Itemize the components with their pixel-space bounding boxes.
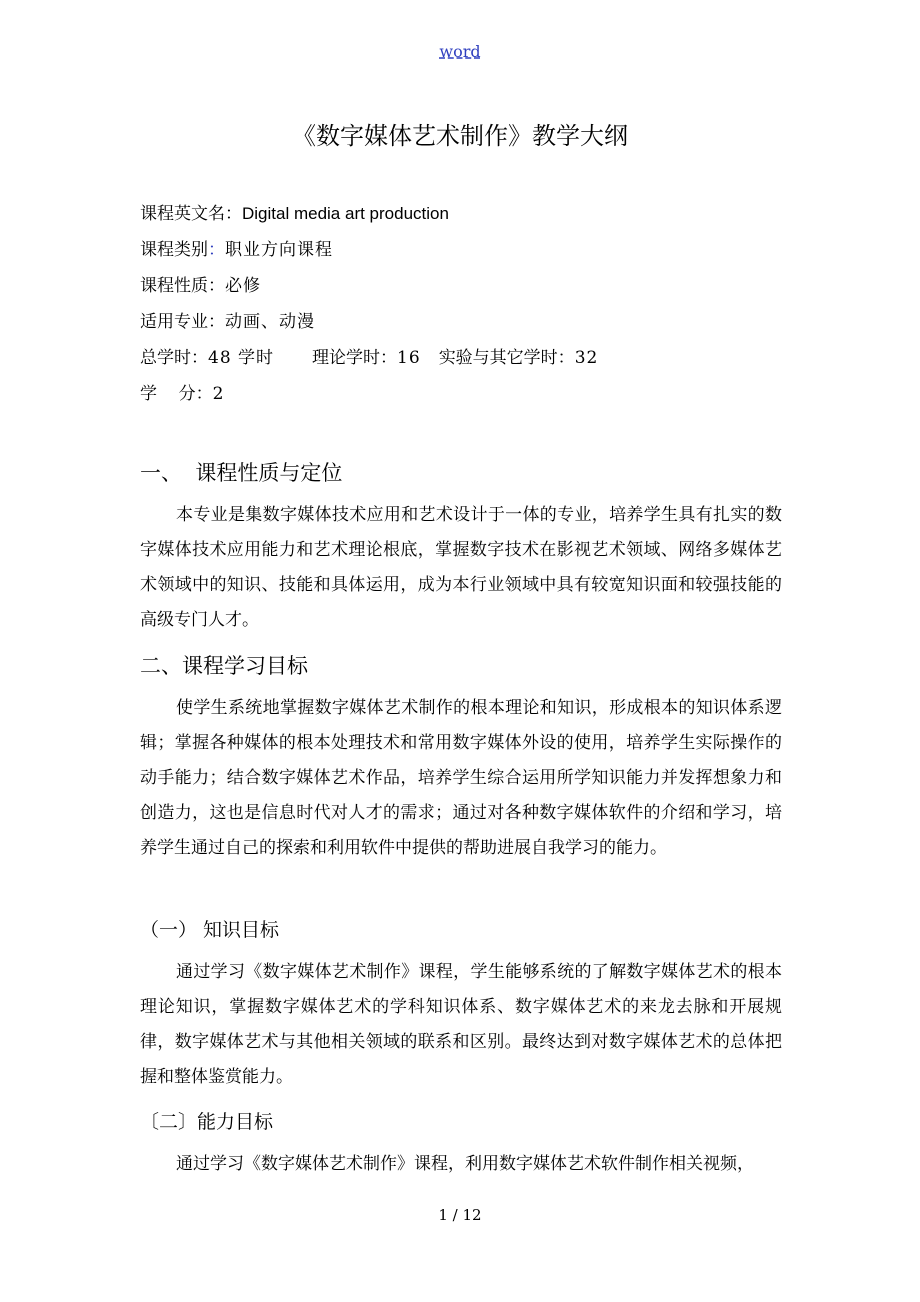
meta-hours — [140, 346, 598, 370]
section-2a-heading: （一） 知识目标 — [140, 919, 280, 941]
section-1-heading: 一、 课程性质与定位 — [140, 461, 343, 485]
meta-majors — [140, 310, 315, 334]
credits-value: 2 — [212, 384, 225, 404]
meta-nature — [140, 274, 261, 298]
majors-label: 适用专业： — [140, 312, 225, 332]
page-number: 1 / 12 — [438, 1206, 482, 1224]
section-1-paragraph: 本专业是集数字媒体技术应用和艺术设计于一体的专业，培养学生具有扎实的数字媒体技术应用能力和艺术理论根底，掌握数字技术在影视艺术领域、网络多媒体艺术领域中的知识、技能和具体运用，成为本行业领域中具有较宽知识面和较强技能的高级专门人才。 — [140, 505, 782, 630]
nature-value: 必修 — [225, 276, 261, 296]
section-2a-paragraph: 通过学习《数字媒体艺术制作》课程，学生能够系统的了解数字媒体艺术的根本理论知识，掌握数字媒体艺术的学科知识体系、数字媒体艺术的来龙去脉和开展规律，数字媒体艺术与其他相关领域的联系和区别。最终达到对数字媒体艺术的总体把握和整体鉴赏能力。 — [140, 962, 782, 1087]
meta-english-name — [140, 202, 449, 226]
english-name-value: Digital media art production — [242, 204, 449, 223]
meta-category — [140, 238, 333, 262]
total-hours-value: 48 学时 — [208, 348, 275, 368]
category-label: 课程类别 — [140, 240, 208, 260]
category-value: 职业方向课程 — [225, 240, 333, 260]
meta-credits — [140, 382, 224, 406]
section-2-heading: 二、课程学习目标 — [140, 654, 308, 678]
lab-hours-value: 32 — [574, 348, 599, 368]
credits-label: 学 分： — [140, 384, 213, 404]
header-word-link[interactable]: word — [439, 42, 481, 61]
majors-value: 动画、动漫 — [225, 312, 315, 332]
theory-hours-value: 16 — [397, 348, 421, 368]
document-title: 《数字媒体艺术制作》教学大纲 — [292, 122, 628, 150]
english-name-label: 课程英文名： — [140, 204, 242, 224]
nature-label: 课程性质： — [140, 276, 225, 296]
category-colon: ： — [208, 240, 225, 260]
section-2-paragraph: 使学生系统地掌握数字媒体艺术制作的根本理论和知识，形成根本的知识体系逻辑；掌握各种媒体的根本处理技术和常用数字媒体外设的使用，培养学生实际操作的动手能力；结合数字媒体艺术作品，培养学生综合运用所学知识能力并发挥想象力和创造力，这也是信息时代对人才的需求；通过对各种数字媒体软件的介绍和学习，培养学生通过自己的探索和利用软件中提供的帮助进展自我学习的能力。 — [140, 698, 782, 858]
total-hours-label: 总学时： — [140, 348, 208, 368]
section-2b-heading: 〔二〕能力目标 — [140, 1111, 274, 1133]
theory-hours-label: 理论学时： — [312, 348, 398, 368]
lab-hours-label: 实验与其它学时： — [438, 348, 575, 368]
section-2b-paragraph: 通过学习《数字媒体艺术制作》课程，利用数字媒体艺术软件制作相关视频， — [176, 1154, 754, 1174]
